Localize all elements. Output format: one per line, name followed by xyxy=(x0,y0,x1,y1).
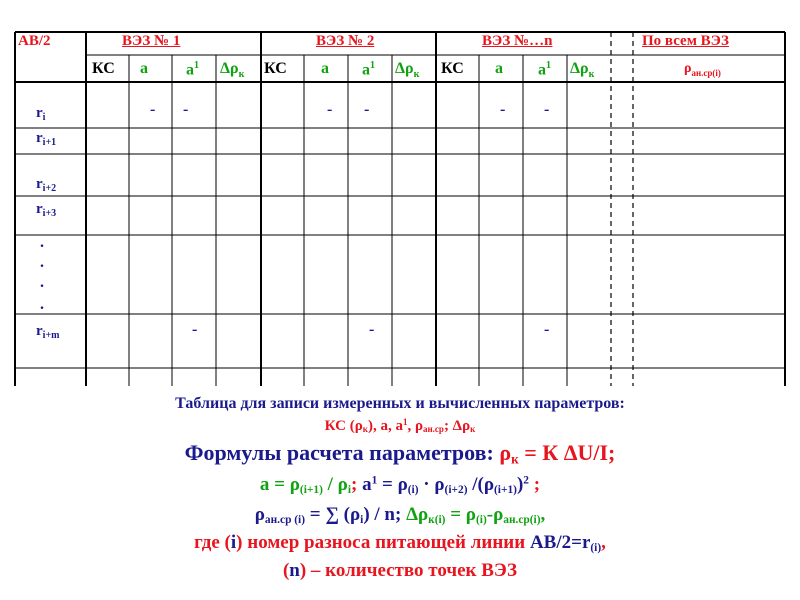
cell-dash: - xyxy=(183,101,189,118)
row-label-ri: $r_i$ xyxy=(36,105,46,123)
cell-dash: - xyxy=(544,101,550,118)
col-a1: $а^1$ xyxy=(362,60,375,79)
cell-dash: - xyxy=(544,321,550,338)
group-header-vez1: ВЭЗ № 1 xyxy=(122,33,181,49)
group-header-vez2: ВЭЗ № 2 xyxy=(316,33,375,49)
ellipsis-dot: . xyxy=(40,254,44,271)
cell-dash: - xyxy=(369,321,375,338)
formula-heading: Формулы расчета параметров: $\rho_к = К$ ΔU/I; xyxy=(184,440,616,467)
row-label-ri2: $r_{i+2}$ xyxy=(36,176,57,194)
row-label-ri1: $r_{i+1}$ xyxy=(36,130,57,148)
col-a: а xyxy=(321,60,329,77)
formula-a-a1: $а = \rho_{(i+1)} / \rho_i$; $а^1 = \rho_{(i)} \cdot \rho_{(i+2)}$ $/(\rho_{(i+1)})^2$ ; xyxy=(259,474,541,496)
col-drho: $\Delta\rho_к$ xyxy=(395,60,420,81)
table-caption: Таблица для записи измеренных и вычисленных параметров: xyxy=(175,395,625,412)
cell-dash: - xyxy=(150,101,156,118)
col-a: а xyxy=(140,60,148,77)
col-drho: $\Delta\rho_к$ xyxy=(220,60,245,81)
col-a1: $а^1$ xyxy=(186,60,199,79)
cell-dash: - xyxy=(192,321,198,338)
row-label-ri3: $r_{i+3}$ xyxy=(36,201,57,219)
row-label-rim: $r_{i+m}$ xyxy=(36,323,60,341)
col-a: а xyxy=(495,60,503,77)
group-header-vez-n: ВЭЗ №…n xyxy=(482,33,553,49)
col-ks: КС xyxy=(92,60,115,77)
col-ks: КС xyxy=(264,60,287,77)
group-header-all-vez: По всем ВЭЗ xyxy=(642,33,729,49)
cell-dash: - xyxy=(500,101,506,118)
cell-dash: - xyxy=(327,101,333,118)
col-ks: КС xyxy=(441,60,464,77)
col-rho-avg: $\rho_{ан.ср(i)}$ xyxy=(684,61,721,78)
ellipsis-dot: . xyxy=(40,274,44,291)
formula-rho-avg: $\rho_{ан.ср (i)}$ = ∑ $(\rho_i)$ / n; $\Delta\rho_{к(i)} = \rho_{(i)}-\rho_{ан.ср(i)}$, xyxy=(254,504,546,526)
formula-legend-i: где (i) номер разноса питающей линии $АВ/2=r_{(i)}$, xyxy=(194,532,606,554)
col-drho: $\Delta\rho_к$ xyxy=(570,60,595,81)
col-a1: $а^1$ xyxy=(538,60,551,79)
cell-dash: - xyxy=(364,101,370,118)
ellipsis-dot: . xyxy=(40,296,44,313)
row-header-ab2: АВ/2 xyxy=(18,33,51,49)
formula-legend-n: (n) – количество точек ВЭЗ xyxy=(282,560,518,581)
ellipsis-dot: . xyxy=(40,234,44,251)
parameters-list: КС $(\rho_к)$, а, $а^1$, $\rho_{ан.ср}$; $\Delta\rho_к$ xyxy=(324,417,476,435)
